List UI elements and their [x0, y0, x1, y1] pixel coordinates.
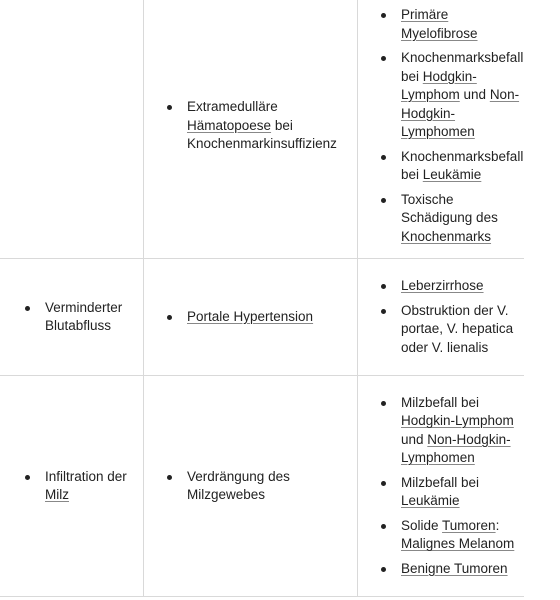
table-row-infiltration	[0, 376, 524, 597]
list-item	[401, 148, 524, 185]
list-item-text: Solide	[401, 517, 443, 533]
list-item-text: Milzbefall bei	[401, 394, 480, 410]
list-item	[45, 299, 143, 336]
list-item-text: Infiltration der	[45, 468, 127, 484]
row2-col2	[144, 259, 357, 375]
glossary-link[interactable]: Leberzirrhose	[401, 278, 484, 293]
list-item-text: Verdrängung des Milzgewebes	[187, 468, 290, 502]
glossary-link[interactable]: Hämatopoese	[187, 117, 272, 133]
list-item-text: Toxische Schädigung des	[401, 191, 498, 225]
glossary-link[interactable]: Portale Hypertension	[187, 308, 314, 324]
list-item-text: bei Knochenmarkinsuffizienz	[187, 117, 337, 152]
row2-col1	[0, 259, 143, 375]
table-row-extramedullary	[0, 0, 524, 259]
list-item	[401, 277, 524, 296]
glossary-link[interactable]: Malignes Melanom	[401, 536, 515, 552]
list-item	[45, 468, 143, 505]
list-item-text: Obstruktion der V. portae, V. hepatica oder V. lienalis	[401, 302, 514, 355]
glossary-link[interactable]: Leukämie	[401, 493, 460, 509]
list-item-text: Knochenmarksbefall bei	[401, 148, 524, 182]
list-item	[401, 560, 524, 579]
list-item	[401, 191, 524, 247]
glossary-link[interactable]: Tumoren	[442, 517, 496, 533]
glossary-link[interactable]: Benigne Tumoren	[401, 560, 508, 576]
list-item-text: und	[459, 87, 490, 102]
glossary-link[interactable]: Knochenmarks	[401, 228, 492, 244]
list-item	[187, 308, 313, 327]
list-item	[187, 468, 357, 505]
list-item-text: Milzbefall bei	[401, 474, 480, 490]
row2-col3	[358, 259, 524, 375]
list-item-text: Knochenmarksbefall bei	[401, 50, 524, 84]
glossary-link[interactable]: Milz	[45, 487, 69, 502]
column-divider-1	[143, 0, 144, 597]
row1-col3	[358, 0, 524, 258]
list-item	[401, 394, 524, 468]
row3-col3	[358, 376, 524, 596]
list-item-text: Verminderter Blutabfluss	[45, 299, 123, 333]
list-item	[187, 98, 357, 154]
table-row-reduced-outflow	[0, 259, 524, 376]
row1-col1	[0, 0, 143, 258]
glossary-link[interactable]: Leukämie	[422, 167, 482, 182]
list-item	[401, 517, 524, 554]
row3-col1	[0, 376, 143, 596]
glossary-link[interactable]: Primäre Myelofibrose	[401, 7, 478, 41]
list-item	[401, 302, 524, 358]
list-item-text: Extramedulläre	[187, 99, 278, 115]
list-item	[401, 6, 524, 43]
list-item	[401, 49, 524, 142]
list-item-text: :	[495, 517, 500, 533]
column-divider-2	[357, 0, 358, 597]
list-item	[401, 474, 524, 511]
glossary-link[interactable]: Non-Hodgkin-Lymphomen	[401, 431, 511, 466]
glossary-link[interactable]: Hodgkin-Lymphom	[401, 413, 514, 429]
glossary-link[interactable]: Hodgkin-Lymphom	[401, 68, 477, 102]
row1-col2	[144, 0, 357, 258]
list-item-text: und	[401, 431, 428, 447]
row3-col2	[144, 376, 357, 596]
glossary-link[interactable]: Non-Hodgkin-Lymphomen	[401, 87, 520, 139]
